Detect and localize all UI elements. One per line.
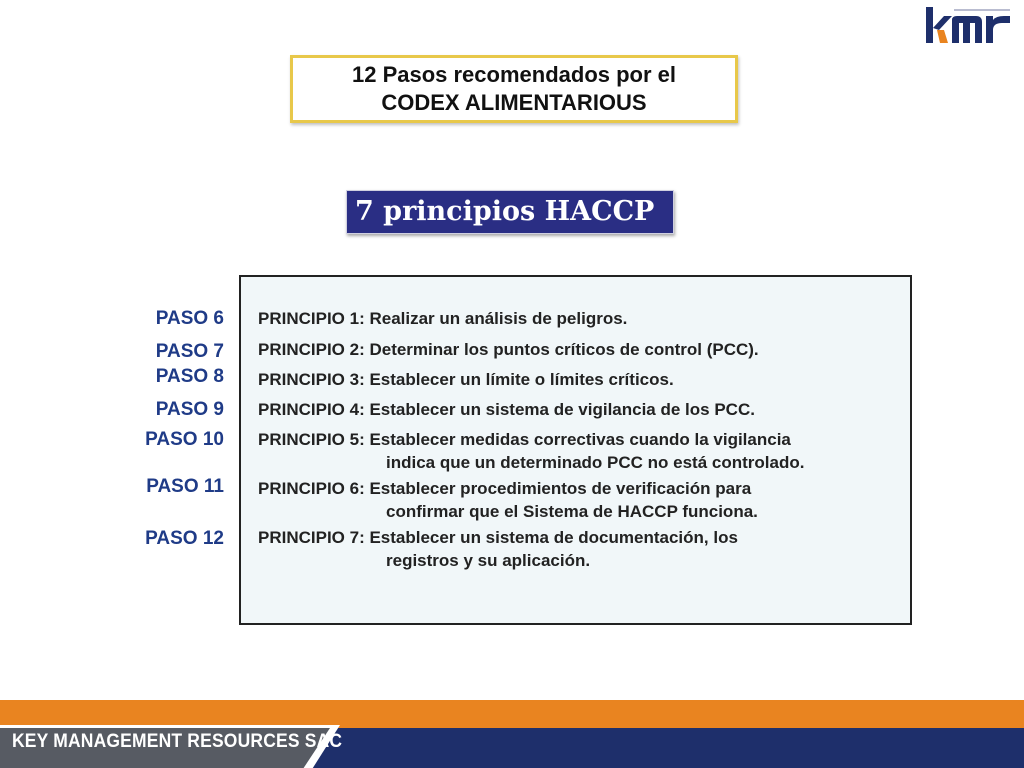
principio-6-text: PRINCIPIO 6: Establecer procedimientos de verificación para xyxy=(258,479,752,498)
title-line-1: 12 Pasos recomendados por el xyxy=(351,62,677,87)
principio-1 xyxy=(258,307,627,330)
principio-6 xyxy=(258,477,758,523)
slide-title-box xyxy=(290,55,738,123)
principio-2-text: PRINCIPIO 2: Determinar los puntos críticos de control (PCC). xyxy=(258,340,759,359)
kmr-logo xyxy=(924,4,1014,46)
footer-company-name: KEY MANAGEMENT RESOURCES SAC xyxy=(12,731,343,752)
principio-7 xyxy=(258,526,738,572)
paso-12-label: PASO 12 xyxy=(145,528,224,549)
principio-5-text: PRINCIPIO 5: Establecer medidas correctivas cuando la vigilancia xyxy=(258,430,791,449)
principio-7-text: PRINCIPIO 7: Establecer un sistema de documentación, los xyxy=(258,528,738,547)
principio-5-continuation: indica que un determinado PCC no está controlado. xyxy=(386,453,805,472)
title-line-2: CODEX ALIMENTARIOUS xyxy=(381,90,647,115)
principio-7-continuation: registros y su aplicación. xyxy=(386,551,591,570)
principio-4-text: PRINCIPIO 4: Establecer un sistema de vigilancia de los PCC. xyxy=(258,400,755,419)
principio-4 xyxy=(258,398,755,421)
haccp-subtitle: 7 principios HACCP xyxy=(346,190,674,234)
principio-2 xyxy=(258,338,759,361)
paso-9-label: PASO 9 xyxy=(155,399,224,420)
principio-3 xyxy=(258,368,674,391)
paso-6-label: PASO 6 xyxy=(155,308,224,329)
principio-1-text: PRINCIPIO 1: Realizar un análisis de peligros. xyxy=(258,309,628,328)
principio-6-continuation: confirmar que el Sistema de HACCP funciona. xyxy=(386,502,758,521)
paso-10-label: PASO 10 xyxy=(145,429,224,450)
paso-8-label: PASO 8 xyxy=(155,366,224,387)
paso-7-label: PASO 7 xyxy=(155,341,224,362)
principio-5 xyxy=(258,428,804,474)
paso-11-label: PASO 11 xyxy=(146,476,224,497)
principio-3-text: PRINCIPIO 3: Establecer un límite o límites críticos. xyxy=(258,370,674,389)
footer-blue-band xyxy=(310,728,1024,768)
